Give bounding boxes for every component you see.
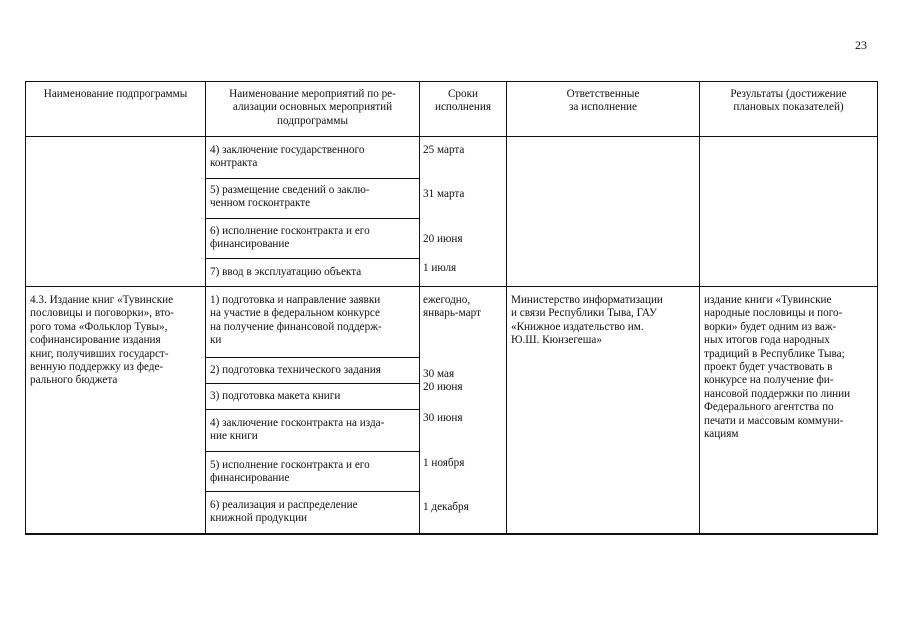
header-bottom-border bbox=[25, 136, 878, 137]
page-number: 23 bbox=[855, 38, 867, 52]
activity-cell: 3) подготовка макета книги bbox=[210, 390, 341, 402]
header-responsible: Ответственные за исполнение bbox=[566, 88, 640, 114]
table-bottom-border bbox=[25, 533, 878, 535]
header-deadlines: Сроки исполнения bbox=[434, 88, 492, 114]
row-divider bbox=[205, 491, 419, 492]
column-divider bbox=[205, 81, 206, 535]
deadline-cell: 30 июня bbox=[423, 412, 463, 424]
activity-cell: 5) размещение сведений о заклю- ченном госконтракте bbox=[210, 184, 370, 210]
column-divider bbox=[699, 81, 700, 535]
deadline-cell: 1 декабря bbox=[423, 501, 469, 513]
row-divider bbox=[205, 178, 419, 179]
column-divider bbox=[506, 81, 507, 535]
deadline-cell: 20 июня bbox=[423, 381, 463, 393]
deadline-cell: 25 марта bbox=[423, 144, 465, 156]
table-top-border bbox=[25, 81, 878, 82]
activity-cell: 5) исполнение госконтракта и его финансирование bbox=[210, 459, 370, 485]
row-divider bbox=[205, 357, 419, 358]
subprogram-cell: 4.3. Издание книг «Тувинские пословицы и поговорки», вто- рого тома «Фольклор Тувы», софинансирование издания книг, получивших государст- венную поддержку из феде- рального бюджета bbox=[30, 294, 174, 387]
header-results: Результаты (достижение плановых показателей) bbox=[730, 88, 847, 114]
activity-cell: 1) подготовка и направление заявки на участие в федеральном конкурсе на получение финансовой поддерж- ки bbox=[210, 294, 382, 347]
responsible-cell: Министерство информатизации и связи Республики Тыва, ГАУ «Книжное издательство им. Ю.Ш. Кюнзегеша» bbox=[511, 294, 663, 347]
deadline-cell: 20 июня bbox=[423, 233, 463, 245]
result-cell: издание книги «Тувинские народные пословицы и пого- ворки» будет одним из важ- ных итогов года народных традиций в Республике Тыва; проект будет участвовать в конкурсе на получение фи- нансовой поддержки по линии Федерального агентства по печати и массовым коммуни- кациям bbox=[704, 294, 851, 441]
activity-cell: 6) исполнение госконтракта и его финансирование bbox=[210, 225, 370, 251]
row-divider bbox=[205, 383, 419, 384]
column-divider bbox=[877, 81, 878, 535]
row-divider bbox=[205, 258, 419, 259]
column-divider bbox=[419, 81, 420, 535]
header-activities: Наименование мероприятий по ре- ализации основных мероприятий подпрограммы bbox=[229, 88, 396, 127]
activity-cell: 6) реализация и распределение книжной продукции bbox=[210, 499, 358, 525]
activity-cell: 7) ввод в эксплуатацию объекта bbox=[210, 266, 362, 278]
column-divider bbox=[25, 81, 26, 535]
row-divider bbox=[205, 409, 419, 410]
activity-cell: 2) подготовка технического задания bbox=[210, 364, 381, 376]
deadline-cell: 30 мая bbox=[423, 368, 455, 380]
deadline-cell: 1 ноября bbox=[423, 457, 465, 469]
row-divider bbox=[205, 218, 419, 219]
header-subprogram: Наименование подпрограммы bbox=[43, 88, 188, 100]
activity-cell: 4) заключение госконтракта на изда- ние книги bbox=[210, 417, 385, 443]
activity-cell: 4) заключение государственного контракта bbox=[210, 144, 365, 170]
deadline-cell: 31 марта bbox=[423, 188, 465, 200]
row-divider bbox=[205, 451, 419, 452]
deadline-cell: 1 июля bbox=[423, 262, 457, 274]
section-divider bbox=[25, 286, 878, 287]
deadline-cell: ежегодно, январь-март bbox=[423, 294, 481, 320]
